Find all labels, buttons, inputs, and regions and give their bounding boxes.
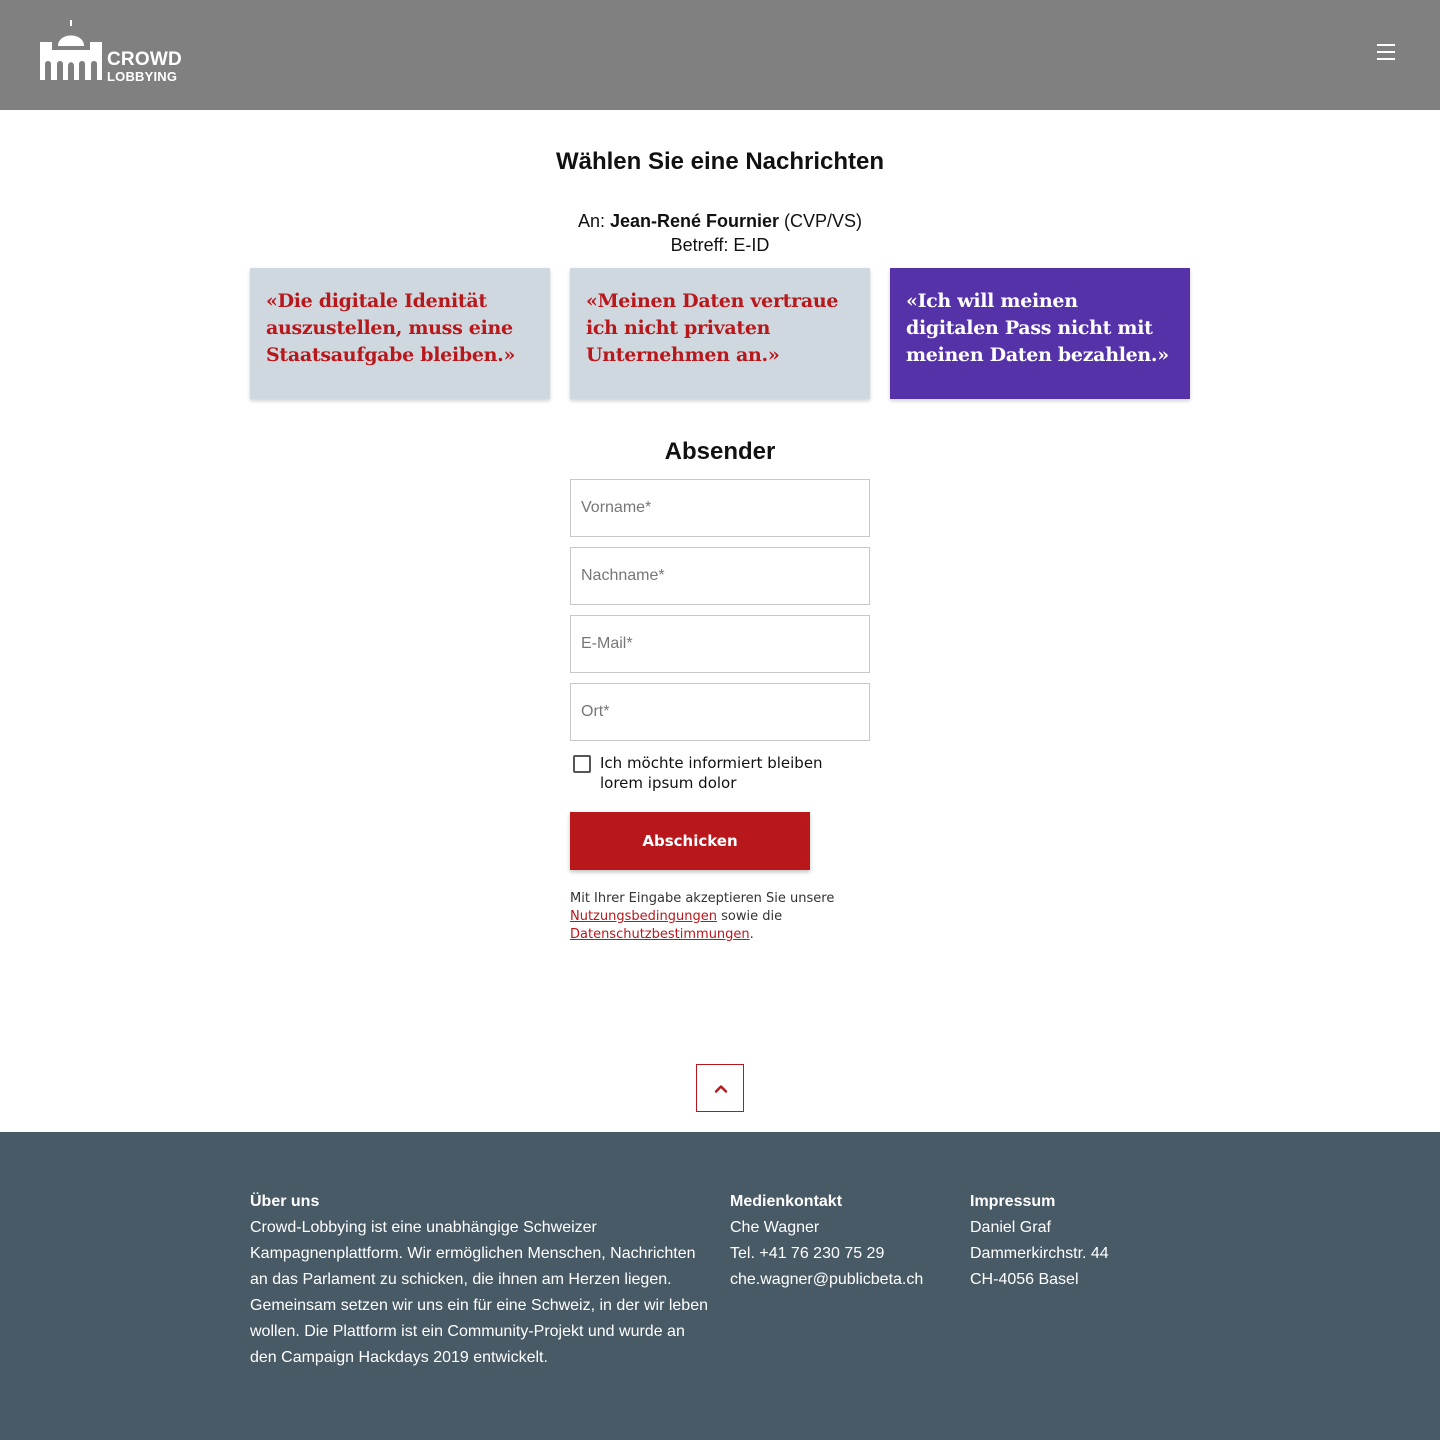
message-text: «Die digitale Idenität auszustellen, muss eine Staatsaufgabe bleiben.» <box>266 290 516 366</box>
footer-imprint-name: Daniel Graf <box>970 1219 1051 1236</box>
crowd-lobbying-logo[interactable] <box>40 20 180 82</box>
city-input[interactable] <box>570 683 870 741</box>
footer-imprint-street: Dammerkirchstr. 44 <box>970 1245 1109 1262</box>
footer-media-title: Medienkontakt <box>730 1193 843 1210</box>
terms-suffix: . <box>749 927 754 942</box>
hamburger-menu-icon[interactable] <box>1372 38 1400 66</box>
email-input[interactable] <box>570 615 870 673</box>
terms-middle: sowie die <box>716 909 783 924</box>
subject-line: Betreff: E-ID <box>670 235 770 255</box>
newsletter-checkbox[interactable] <box>573 755 591 773</box>
footer-imprint-title: Impressum <box>970 1193 1056 1210</box>
footer-about <box>250 1189 710 1371</box>
footer-about-title: Über uns <box>250 1193 320 1210</box>
message-card-3[interactable] <box>890 268 1190 399</box>
message-card-1[interactable] <box>250 268 550 399</box>
newsletter-checkbox-label[interactable]: Ich möchte informiert bleiben lorem ipsum dolor <box>600 754 823 792</box>
terms-prefix: Mit Ihrer Eingabe akzeptieren Sie unsere <box>570 891 835 906</box>
recipient-prefix: An: <box>577 211 610 231</box>
page-title: Wählen Sie eine Nachrichten <box>555 148 885 175</box>
logo-wordmark <box>107 50 182 83</box>
recipient-info <box>0 209 1440 257</box>
site-footer <box>0 1132 1440 1440</box>
recipient-party: (CVP/VS) <box>779 211 863 231</box>
logo-line-1: CROWD <box>107 49 182 70</box>
recipient-name: Jean-René Fournier <box>609 211 780 231</box>
footer-media-email[interactable]: che.wagner@publicbeta.ch <box>730 1271 924 1288</box>
logo-line-2: LOBBYING <box>107 69 178 84</box>
footer-media-contact <box>730 1189 950 1293</box>
terms-of-use-link[interactable]: Nutzungsbedingungen <box>570 909 717 924</box>
message-text: «Meinen Daten vertraue ich nicht privaten Unternehmen an.» <box>586 290 839 366</box>
message-text: «Ich will meinen digitalen Pass nicht mit meinen Daten bezahlen.» <box>906 290 1169 366</box>
sender-section-title: Absender <box>664 438 776 465</box>
recipient-line <box>0 209 1440 233</box>
footer-imprint <box>970 1189 1190 1293</box>
footer-media-phone[interactable]: Tel. +41 76 230 75 29 <box>730 1245 885 1262</box>
parliament-building-icon <box>40 20 104 82</box>
last-name-input[interactable] <box>570 547 870 605</box>
submit-button[interactable]: Abschicken <box>570 812 810 870</box>
footer-imprint-city: CH-4056 Basel <box>970 1271 1079 1288</box>
site-header <box>0 0 1440 110</box>
footer-about-text: Crowd-Lobbying ist eine unabhängige Schweizer Kampagnenplattform. Wir ermöglichen Menschen, Nachrichten an das Parlament zu schicken, die ihnen am Herzen liegen. Gemeinsam setzen wir uns ein für eine Schweiz, in der wir leben wollen. Die Plattform ist ein Community-Projekt und wurde an den Campaign Hackdays 2019 entwickelt. <box>250 1219 708 1366</box>
scroll-to-top-button[interactable] <box>696 1064 744 1112</box>
terms-notice <box>570 890 870 944</box>
chevron-up-icon <box>714 1082 728 1096</box>
privacy-policy-link[interactable]: Datenschutzbestimmungen <box>570 927 750 942</box>
message-card-2[interactable] <box>570 268 870 399</box>
first-name-input[interactable] <box>570 479 870 537</box>
footer-media-name: Che Wagner <box>730 1219 820 1236</box>
